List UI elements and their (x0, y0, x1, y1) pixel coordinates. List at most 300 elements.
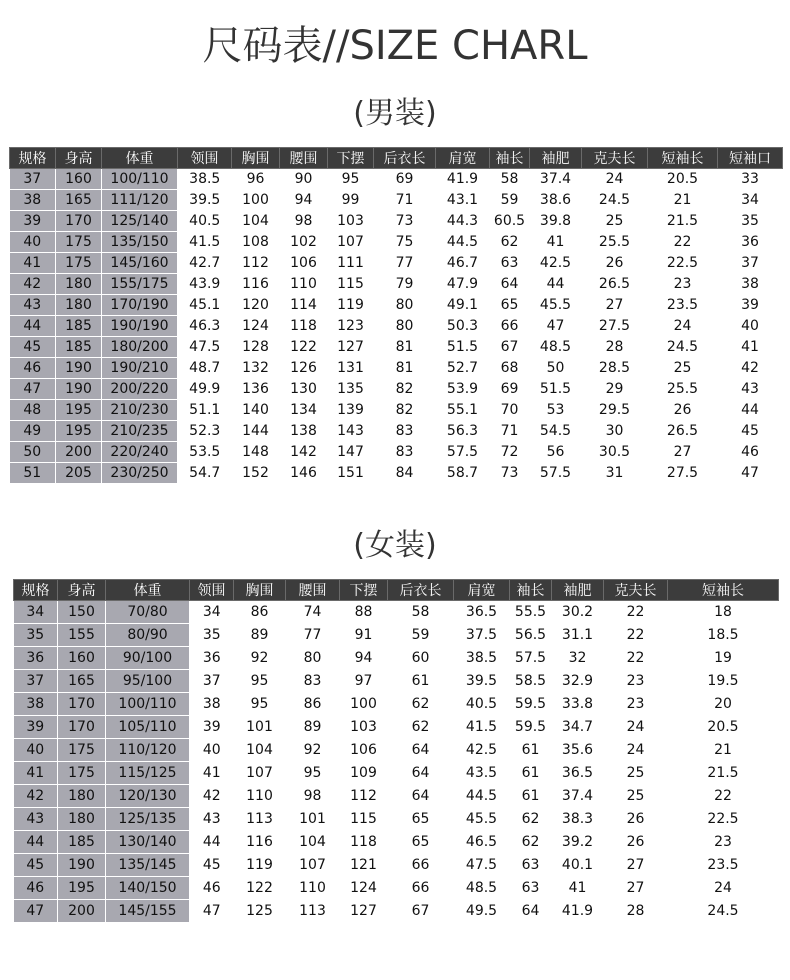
women-header-cell: 肩宽 (454, 580, 510, 601)
women-cell: 104 (286, 831, 340, 854)
women-header-cell: 领围 (190, 580, 234, 601)
men-cell: 135 (328, 379, 374, 400)
women-cell: 200 (58, 900, 106, 923)
men-cell: 24.5 (648, 337, 718, 358)
women-cell: 37.4 (552, 785, 604, 808)
men-cell: 43 (718, 379, 783, 400)
women-cell: 34 (190, 601, 234, 624)
table-row (10, 337, 783, 358)
women-cell: 175 (58, 739, 106, 762)
men-cell: 47 (718, 463, 783, 484)
women-cell: 24.5 (668, 900, 779, 923)
women-cell: 109 (340, 762, 388, 785)
men-cell: 111/120 (102, 190, 178, 211)
men-cell: 43.1 (436, 190, 490, 211)
men-cell: 47 (10, 379, 56, 400)
women-cell: 44.5 (454, 785, 510, 808)
men-cell: 131 (328, 358, 374, 379)
women-cell: 62 (510, 808, 552, 831)
table-row (10, 421, 783, 442)
men-cell: 72 (490, 442, 530, 463)
men-cell: 28 (582, 337, 648, 358)
page-title: 尺码表//SIZE CHARL (202, 23, 588, 69)
women-cell: 104 (234, 739, 286, 762)
men-cell: 23.5 (648, 295, 718, 316)
women-cell: 46 (14, 877, 58, 900)
men-cell: 27.5 (582, 316, 648, 337)
women-cell: 66 (388, 854, 454, 877)
men-cell: 62 (490, 232, 530, 253)
women-cell: 40.1 (552, 854, 604, 877)
women-cell: 120/130 (106, 785, 190, 808)
table-row (14, 808, 779, 831)
men-cell: 155/175 (102, 274, 178, 295)
women-cell: 86 (234, 601, 286, 624)
women-cell: 35 (14, 624, 58, 647)
men-cell: 180 (56, 274, 102, 295)
women-cell: 22 (604, 647, 668, 670)
men-cell: 170 (56, 211, 102, 232)
men-cell: 25 (648, 358, 718, 379)
women-cell: 47 (190, 900, 234, 923)
table-row (10, 211, 783, 232)
men-cell: 31 (582, 463, 648, 484)
men-size-table (9, 147, 783, 484)
men-cell: 68 (490, 358, 530, 379)
men-cell: 40.5 (178, 211, 232, 232)
men-cell: 139 (328, 400, 374, 421)
men-cell: 46.7 (436, 253, 490, 274)
men-cell: 127 (328, 337, 374, 358)
women-cell: 59.5 (510, 716, 552, 739)
men-cell: 38.5 (178, 169, 232, 190)
women-cell: 38.5 (454, 647, 510, 670)
men-header-cell: 胸围 (232, 148, 280, 169)
men-cell: 53 (530, 400, 582, 421)
women-cell: 62 (388, 716, 454, 739)
women-cell: 119 (234, 854, 286, 877)
women-cell: 65 (388, 808, 454, 831)
women-cell: 38 (190, 693, 234, 716)
men-cell: 30.5 (582, 442, 648, 463)
men-cell: 64 (490, 274, 530, 295)
table-row (10, 316, 783, 337)
women-cell: 24 (604, 716, 668, 739)
men-cell: 42.5 (530, 253, 582, 274)
women-cell: 74 (286, 601, 340, 624)
women-cell: 32.9 (552, 670, 604, 693)
women-cell: 125 (234, 900, 286, 923)
men-cell: 45.1 (178, 295, 232, 316)
women-cell: 40 (14, 739, 58, 762)
men-cell: 75 (374, 232, 436, 253)
women-cell: 61 (510, 739, 552, 762)
women-cell: 66 (388, 877, 454, 900)
women-cell: 59 (388, 624, 454, 647)
women-cell: 36.5 (552, 762, 604, 785)
men-cell: 132 (232, 358, 280, 379)
men-header-cell: 短袖长 (648, 148, 718, 169)
men-cell: 83 (374, 442, 436, 463)
men-cell: 42.7 (178, 253, 232, 274)
men-cell: 71 (374, 190, 436, 211)
men-cell: 71 (490, 421, 530, 442)
men-cell: 53.5 (178, 442, 232, 463)
women-cell: 105/110 (106, 716, 190, 739)
men-cell: 30 (582, 421, 648, 442)
women-cell: 44 (190, 831, 234, 854)
women-cell: 20 (668, 693, 779, 716)
men-header-cell: 腰围 (280, 148, 328, 169)
women-cell: 83 (286, 670, 340, 693)
table-row (14, 785, 779, 808)
men-cell: 136 (232, 379, 280, 400)
men-cell: 130 (280, 379, 328, 400)
table-row (14, 647, 779, 670)
women-cell: 77 (286, 624, 340, 647)
men-cell: 41 (718, 337, 783, 358)
men-cell: 140 (232, 400, 280, 421)
men-cell: 38 (10, 190, 56, 211)
women-cell: 70/80 (106, 601, 190, 624)
men-header-cell: 规格 (10, 148, 56, 169)
women-cell: 110/120 (106, 739, 190, 762)
men-cell: 56.3 (436, 421, 490, 442)
men-cell: 115 (328, 274, 374, 295)
women-cell: 67 (388, 900, 454, 923)
table-row (10, 400, 783, 421)
women-cell: 60 (388, 647, 454, 670)
women-cell: 80/90 (106, 624, 190, 647)
women-header-cell: 后衣长 (388, 580, 454, 601)
women-cell: 106 (340, 739, 388, 762)
women-cell: 63 (510, 877, 552, 900)
men-header-cell: 下摆 (328, 148, 374, 169)
men-cell: 37.4 (530, 169, 582, 190)
men-cell: 134 (280, 400, 328, 421)
women-header-cell: 克夫长 (604, 580, 668, 601)
women-cell: 48.5 (454, 877, 510, 900)
women-cell: 113 (286, 900, 340, 923)
men-cell: 82 (374, 400, 436, 421)
men-cell: 195 (56, 421, 102, 442)
men-cell: 144 (232, 421, 280, 442)
men-cell: 142 (280, 442, 328, 463)
women-cell: 61 (510, 762, 552, 785)
men-cell: 138 (280, 421, 328, 442)
men-cell: 67 (490, 337, 530, 358)
men-cell: 22.5 (648, 253, 718, 274)
women-header-cell: 规格 (14, 580, 58, 601)
women-cell: 21 (668, 739, 779, 762)
men-cell: 24 (582, 169, 648, 190)
men-cell: 98 (280, 211, 328, 232)
men-cell: 21 (648, 190, 718, 211)
women-cell: 107 (286, 854, 340, 877)
men-cell: 25 (582, 211, 648, 232)
men-cell: 37 (10, 169, 56, 190)
men-cell: 25.5 (582, 232, 648, 253)
women-cell: 185 (58, 831, 106, 854)
women-cell: 37 (190, 670, 234, 693)
women-cell: 26 (604, 808, 668, 831)
table-row (10, 190, 783, 211)
women-header-cell: 袖肥 (552, 580, 604, 601)
men-cell: 80 (374, 316, 436, 337)
women-cell: 130/140 (106, 831, 190, 854)
women-cell: 18 (668, 601, 779, 624)
women-cell: 58 (388, 601, 454, 624)
table-row (10, 442, 783, 463)
men-cell: 39 (718, 295, 783, 316)
women-cell: 64 (388, 739, 454, 762)
women-cell: 34.7 (552, 716, 604, 739)
men-cell: 170/190 (102, 295, 178, 316)
men-cell: 24.5 (582, 190, 648, 211)
men-cell: 65 (490, 295, 530, 316)
men-cell: 82 (374, 379, 436, 400)
women-cell: 125/135 (106, 808, 190, 831)
men-cell: 95 (328, 169, 374, 190)
women-cell: 58.5 (510, 670, 552, 693)
men-cell: 49 (10, 421, 56, 442)
men-cell: 66 (490, 316, 530, 337)
men-cell: 108 (232, 232, 280, 253)
women-cell: 21.5 (668, 762, 779, 785)
women-cell: 86 (286, 693, 340, 716)
men-cell: 69 (374, 169, 436, 190)
women-size-table (13, 579, 779, 923)
women-cell: 115 (340, 808, 388, 831)
table-row (14, 601, 779, 624)
table-row (10, 463, 783, 484)
men-cell: 116 (232, 274, 280, 295)
women-header-cell: 身高 (58, 580, 106, 601)
men-cell: 44 (530, 274, 582, 295)
men-cell: 180/200 (102, 337, 178, 358)
men-cell: 57.5 (436, 442, 490, 463)
women-cell: 18.5 (668, 624, 779, 647)
men-cell: 24 (648, 316, 718, 337)
table-row (14, 693, 779, 716)
men-header-cell: 后衣长 (374, 148, 436, 169)
table-row (10, 169, 783, 190)
women-cell: 49.5 (454, 900, 510, 923)
men-cell: 22 (648, 232, 718, 253)
men-cell: 27 (648, 442, 718, 463)
men-cell: 38.6 (530, 190, 582, 211)
men-cell: 47.9 (436, 274, 490, 295)
women-cell: 61 (510, 785, 552, 808)
men-cell: 39.8 (530, 211, 582, 232)
men-cell: 126 (280, 358, 328, 379)
men-cell: 80 (374, 295, 436, 316)
women-cell: 36 (14, 647, 58, 670)
men-cell: 44.3 (436, 211, 490, 232)
men-cell: 190/210 (102, 358, 178, 379)
women-cell: 37 (14, 670, 58, 693)
women-cell: 32 (552, 647, 604, 670)
women-cell: 36.5 (454, 601, 510, 624)
women-cell: 90/100 (106, 647, 190, 670)
women-cell: 24 (668, 877, 779, 900)
men-cell: 175 (56, 232, 102, 253)
men-cell: 104 (232, 211, 280, 232)
women-cell: 25 (604, 762, 668, 785)
men-cell: 123 (328, 316, 374, 337)
men-cell: 51.5 (530, 379, 582, 400)
women-cell: 101 (234, 716, 286, 739)
men-cell: 40 (10, 232, 56, 253)
women-cell: 38.3 (552, 808, 604, 831)
women-cell: 45 (14, 854, 58, 877)
men-cell: 200/220 (102, 379, 178, 400)
women-cell: 45 (190, 854, 234, 877)
women-cell: 47 (14, 900, 58, 923)
women-cell: 22 (604, 624, 668, 647)
women-cell: 40.5 (454, 693, 510, 716)
table-row (14, 716, 779, 739)
men-cell: 41 (10, 253, 56, 274)
men-cell: 77 (374, 253, 436, 274)
men-cell: 47.5 (178, 337, 232, 358)
men-cell: 79 (374, 274, 436, 295)
women-cell: 39 (190, 716, 234, 739)
men-cell: 143 (328, 421, 374, 442)
women-section-heading: (女装) (353, 528, 437, 563)
men-header-cell: 肩宽 (436, 148, 490, 169)
table-row (14, 877, 779, 900)
women-cell: 39.5 (454, 670, 510, 693)
women-cell: 98 (286, 785, 340, 808)
table-row (14, 624, 779, 647)
men-cell: 63 (490, 253, 530, 274)
women-cell: 190 (58, 854, 106, 877)
men-cell: 29 (582, 379, 648, 400)
men-cell: 48 (10, 400, 56, 421)
men-cell: 135/150 (102, 232, 178, 253)
men-cell: 107 (328, 232, 374, 253)
women-cell: 19.5 (668, 670, 779, 693)
men-header-cell: 身高 (56, 148, 102, 169)
women-cell: 23 (604, 693, 668, 716)
men-cell: 42 (10, 274, 56, 295)
women-cell: 160 (58, 647, 106, 670)
men-table-body (10, 169, 783, 484)
women-cell: 118 (340, 831, 388, 854)
men-cell: 120 (232, 295, 280, 316)
men-cell: 185 (56, 337, 102, 358)
men-cell: 148 (232, 442, 280, 463)
women-cell: 64 (388, 785, 454, 808)
men-cell: 83 (374, 421, 436, 442)
women-cell: 19 (668, 647, 779, 670)
men-cell: 21.5 (648, 211, 718, 232)
women-cell: 39.2 (552, 831, 604, 854)
women-cell: 88 (340, 601, 388, 624)
men-cell: 40 (718, 316, 783, 337)
women-cell: 124 (340, 877, 388, 900)
women-cell: 22 (668, 785, 779, 808)
women-cell: 94 (340, 647, 388, 670)
women-cell: 41 (190, 762, 234, 785)
men-cell: 110 (280, 274, 328, 295)
men-cell: 54.5 (530, 421, 582, 442)
women-cell: 113 (234, 808, 286, 831)
men-cell: 26 (582, 253, 648, 274)
women-cell: 97 (340, 670, 388, 693)
women-cell: 42 (14, 785, 58, 808)
men-cell: 54.7 (178, 463, 232, 484)
women-cell: 43 (190, 808, 234, 831)
women-cell: 42 (190, 785, 234, 808)
men-cell: 44 (10, 316, 56, 337)
women-cell: 89 (286, 716, 340, 739)
men-cell: 20.5 (648, 169, 718, 190)
men-cell: 114 (280, 295, 328, 316)
women-cell: 27 (604, 854, 668, 877)
women-cell: 91 (340, 624, 388, 647)
table-row (10, 253, 783, 274)
men-cell: 165 (56, 190, 102, 211)
men-header-cell: 袖长 (490, 148, 530, 169)
women-cell: 38 (14, 693, 58, 716)
table-row (14, 854, 779, 877)
table-row (14, 762, 779, 785)
women-cell: 121 (340, 854, 388, 877)
men-header-cell: 领围 (178, 148, 232, 169)
women-header-cell: 短袖长 (668, 580, 779, 601)
women-cell: 41.9 (552, 900, 604, 923)
women-cell: 41.5 (454, 716, 510, 739)
women-cell: 24 (604, 739, 668, 762)
women-cell: 22 (604, 601, 668, 624)
women-cell: 22.5 (668, 808, 779, 831)
women-cell: 28 (604, 900, 668, 923)
men-cell: 125/140 (102, 211, 178, 232)
men-cell: 43 (10, 295, 56, 316)
men-cell: 145/160 (102, 253, 178, 274)
women-header-cell: 胸围 (234, 580, 286, 601)
table-row (10, 358, 783, 379)
women-cell: 135/145 (106, 854, 190, 877)
women-cell: 80 (286, 647, 340, 670)
women-cell: 195 (58, 877, 106, 900)
men-cell: 36 (718, 232, 783, 253)
men-cell: 50 (530, 358, 582, 379)
women-cell: 110 (234, 785, 286, 808)
men-cell: 41 (530, 232, 582, 253)
women-cell: 92 (286, 739, 340, 762)
men-cell: 69 (490, 379, 530, 400)
men-cell: 52.3 (178, 421, 232, 442)
women-cell: 59.5 (510, 693, 552, 716)
men-cell: 151 (328, 463, 374, 484)
men-cell: 49.1 (436, 295, 490, 316)
men-cell: 26.5 (582, 274, 648, 295)
women-cell: 42.5 (454, 739, 510, 762)
men-cell: 41.5 (178, 232, 232, 253)
women-header-cell: 袖长 (510, 580, 552, 601)
men-cell: 34 (718, 190, 783, 211)
women-cell: 116 (234, 831, 286, 854)
women-cell: 95 (234, 670, 286, 693)
men-cell: 102 (280, 232, 328, 253)
men-cell: 45 (718, 421, 783, 442)
men-cell: 118 (280, 316, 328, 337)
men-cell: 73 (374, 211, 436, 232)
men-cell: 230/250 (102, 463, 178, 484)
